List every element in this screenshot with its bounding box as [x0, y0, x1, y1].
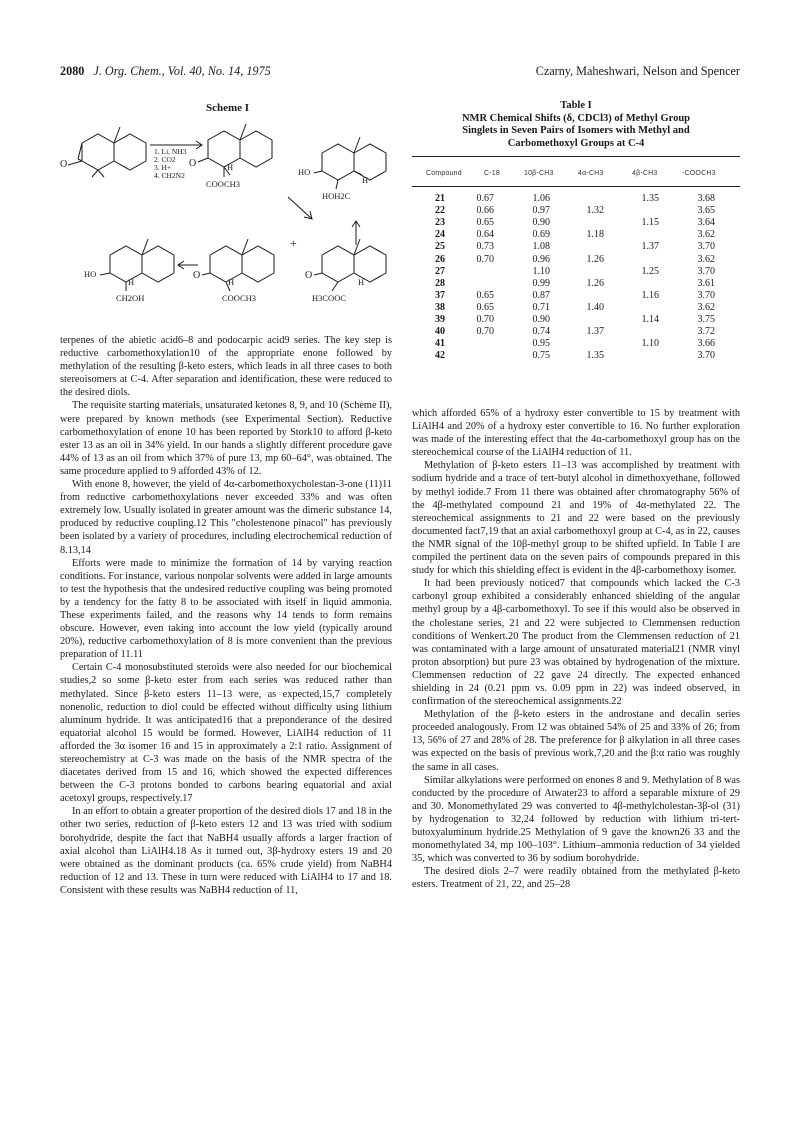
col-header-4a-ch3: 4α-CH3: [578, 170, 604, 177]
cell-10b-ch3: 0.75: [532, 350, 550, 362]
label-h-2: H: [227, 162, 234, 172]
table-row: [412, 193, 740, 205]
structure-enone: [68, 127, 146, 177]
table-title-line-3: Carbomethoxyl Groups at C-4: [507, 137, 645, 149]
label-h3cooc-6: H3COOC: [312, 293, 347, 303]
cell-cooch3: 3.62: [697, 229, 715, 241]
col-header-4b-ch3: 4β-CH3: [632, 170, 658, 177]
label-h-6: H: [358, 277, 365, 287]
cell-4b-ch3: 1.16: [641, 289, 659, 301]
label-plus: +: [290, 236, 297, 250]
scheme-title: Scheme I: [206, 102, 250, 114]
cell-4b-ch3: 1.37: [641, 241, 659, 253]
label-h-4: H: [128, 277, 135, 287]
table-row: [412, 350, 740, 362]
cell-10b-ch3: 0.69: [532, 229, 550, 241]
cell-compound: 26: [435, 253, 445, 265]
label-h-5: H: [228, 277, 235, 287]
cell-compound: 22: [435, 205, 445, 217]
left-text-column: [60, 334, 392, 897]
cell-cooch3: 3.61: [697, 277, 715, 289]
cell-cooch3: 3.75: [697, 314, 715, 325]
col-header-compound: Compound: [426, 170, 462, 177]
cell-10b-ch3: 0.71: [532, 301, 550, 313]
label-cooch3-2: COOCH3: [206, 179, 241, 189]
reaction-scheme: [60, 115, 392, 320]
table-row: [412, 338, 740, 350]
cell-10b-ch3: 1.08: [532, 241, 550, 253]
cell-cooch3: 3.68: [697, 193, 715, 204]
cell-compound: 25: [435, 241, 445, 253]
col-header-c18: C-18: [484, 170, 500, 177]
running-header: [60, 64, 740, 82]
cell-compound: 27: [435, 265, 445, 277]
cell-10b-ch3: 0.96: [532, 253, 550, 265]
table-row: [412, 241, 740, 253]
cell-10b-ch3: 0.95: [532, 338, 550, 350]
table-row: [412, 314, 740, 326]
cell-c18: 0.70: [476, 253, 494, 265]
reagent-1: 1. Li, NH3: [154, 147, 187, 156]
table-title-line-1: NMR Chemical Shifts (δ, CDCl3) of Methyl Group: [461, 112, 691, 124]
table-caption: [412, 100, 740, 150]
paragraph: It had been previously noticed7 that compounds which lacked the C-3 carbonyl group exhibited a considerably enhanced shielding of the angular methyl group by a 4β-carbomethoxyl. To see if this would also be observed in the cholestane series, 21 and 22 were subjected to Clemmensen reduction conditions of Wenkert.20 The product from the Clemmensen reduction of 21 was contaminated with a large amount of unsaturated material21 (NMR vinyl proton absorption) but pure 23 was obtained by hydrogenation of the mixture. Clemmensen reduction of 22 gave 24 directly. The expected enhanced shielding in 24 (0.21 ppm vs. 0.09 ppm in 22) was indeed observed, in confirmation of the stereochemical assignments.22: [412, 578, 740, 708]
cell-4a-ch3: 1.26: [586, 253, 604, 265]
reagent-2: 2. CO2: [154, 155, 176, 164]
table-row: [412, 205, 740, 217]
cell-4b-ch3: 1.35: [641, 193, 659, 204]
paragraph: In an effort to obtain a greater proportion of the desired diols 17 and 18 in the other two series, reduction of β-keto esters 12 and 13 was tried with sodium borohydride, despite the fact that NaBH4 usually affords a larger fraction of axial alcohol than LiAlH4.18 As it turned out, 3β-hydroxy esters 19 and 20 were obtained as the dominant products (ca. 65% crude yield) from NaBH4 reduction of 12 and 13. These in turn were reduced with LiAlH4 to 17 and 18. Consistent with these results was NaBH4 reduction of 11,: [60, 806, 392, 896]
label-o-1: O: [60, 159, 68, 170]
cell-c18: 0.65: [476, 289, 494, 301]
table-row: [412, 254, 740, 266]
paragraph: The requisite starting materials, unsaturated ketones 8, 9, and 10 (Scheme II), were prepared by known methods (see Experimental Section). Reductive carbomethoxylation of enone 10 has been reported by Stork10 to afford β-keto ester 13 as an oil in 34% yield. In our hands a slightly different procedure gave 44% of 13 as an oil from which 37% of pure 13, mp 60–64°, was obtained. The same procedure applied to 9 afforded 43% of 12.: [60, 400, 392, 477]
label-o-6: O: [305, 270, 313, 281]
cell-c18: 0.65: [476, 301, 494, 313]
paragraph: Methylation of β-keto esters 11–13 was accomplished by treatment with sodium hydride and a trace of tert-butyl alcohol in dimethoxyethane, followed by methyl iodide.7 From 11 there was obtained after chromatography 56% of the 4β-methylated compound 21 and 19% of 4α-methylated 22. The stereochemical assignments to 21 and 22 were based on the previously documented fact7,19 that an axial carbomethoxyl group at C-4, as in 22, causes the NMR signal of the 10β-methyl group to be shifted upfield. In Table I are compiled the pertinent data on the seven pairs of compounds prepared in this study for which this shielding effect is evident in the 4β-carbomethoxy isomer.: [412, 460, 740, 577]
cell-10b-ch3: 1.10: [532, 265, 550, 277]
paragraph: Similar alkylations were performed on enones 8 and 9. Methylation of 8 was conducted by the procedure of Atwater23 to afford a separable mixture of 29 and 30. Monomethylated 29 was converted to 4β-methylcholestan-3β-ol (31) by hydrogenation to 32,24 followed by reduction with lithium tri-tert-butoxyaluminum hydride.25 Methylation of 9 gave the known26 33 and the monomethylated 34, mp 100–103°. Lithium–ammonia reduction of 34 yielded 35, which was converted to 36 by sodium borohydride.: [412, 774, 740, 865]
label-o-2: O: [189, 158, 197, 169]
cell-10b-ch3: 0.99: [532, 277, 550, 289]
author-line: Czarny, Maheshwari, Nelson and Spencer: [535, 64, 740, 78]
structure-keto-ester-bottom: [202, 239, 274, 291]
cell-4a-ch3: 1.18: [586, 229, 604, 241]
structure-keto-ester: [198, 124, 272, 177]
table-row: [412, 229, 740, 241]
label-o-5: O: [193, 270, 201, 281]
cell-cooch3: 3.72: [697, 326, 715, 338]
structure-keto-ester-epimer: [314, 239, 386, 291]
cell-compound: 28: [435, 277, 445, 289]
cell-10b-ch3: 1.06: [532, 193, 550, 204]
cell-10b-ch3: 0.90: [532, 217, 550, 229]
table-row: [412, 266, 740, 278]
paragraph: Certain C-4 monosubstituted steroids were also needed for our biochemical studies,2 so some β-keto ester from each series was reduced rather than methylated. Since β-keto esters 11–13 were, as expected,15,7 completely nonenolic, reduction to diol could be effected without difficulty using lithium aluminum hydride. It was anticipated16 that a preponderance of the desired equatorial alcohol 15 would be formed. However, LiAlH4 reduction of 11 afforded the 3α isomer 16 and 15 in approximately a 2:1 ratio. Assignment of stereochemistry at C-3 was made on the basis of the NMR spectra of the diacetates derived from 15 and 16, which showed the expected differences between the C-3 protons bonded to carbons bearing equatorial and axial acetoxyl groups, respectively.17: [60, 662, 392, 805]
cell-10b-ch3: 0.97: [532, 205, 550, 217]
col-header-10b-ch3: 10β-CH3: [524, 170, 554, 177]
cell-cooch3: 3.70: [697, 289, 715, 301]
paragraph: With enone 8, however, the yield of 4α-carbomethoxycholestan-3-one (11)11 from reductive carbomethoxylations never exceeded 33% and was often extremely low. Usually isolated in greater amount was the dimeric substance 14, produced by reductive coupling.12 This "cholestenone pinacol" has previously been isolated by a variety of procedures, including electrochemical reduction of 8.13,14: [60, 479, 392, 556]
structure-diol-top: [314, 137, 386, 189]
paragraph: The desired diols 2–7 were readily obtained from the methylated β-keto esters. Treatment of 21, 22, and 25–28: [412, 866, 740, 891]
right-text-column: [412, 407, 740, 891]
label-ho-3: HO: [298, 167, 311, 177]
cell-cooch3: 3.70: [697, 350, 715, 362]
cell-4a-ch3: 1.26: [586, 277, 604, 289]
cell-compound: 24: [435, 229, 445, 241]
table-header-rule: [412, 186, 740, 187]
paragraph: terpenes of the abietic acid6–8 and podocarpic acid9 series. The key step is reductive carbomethoxylation10 of the appropriate enone followed by methylation of the resulting β-keto esters, which leads in all three cases to both stereoisomers at C-4. After separation and identification, these were reduced to the desired diols.: [60, 335, 392, 399]
cell-cooch3: 3.70: [697, 265, 715, 277]
page-number: 2080: [60, 64, 85, 78]
cell-compound: 42: [435, 350, 445, 362]
cell-10b-ch3: 0.90: [532, 314, 550, 325]
cell-c18: 0.66: [476, 205, 494, 217]
table-label: Table I: [560, 100, 592, 111]
table-title-line-2: Singlets in Seven Pairs of Isomers with Methyl and: [462, 125, 690, 136]
table-row: [412, 326, 740, 338]
cell-compound: 39: [435, 314, 445, 325]
cell-c18: 0.65: [476, 217, 494, 229]
label-ch2oh-4: CH2OH: [116, 293, 145, 303]
cell-compound: 23: [435, 217, 445, 229]
cell-4a-ch3: 1.37: [586, 326, 604, 338]
cell-compound: 21: [435, 193, 445, 204]
table-top-rule: [412, 156, 740, 157]
cell-10b-ch3: 0.74: [532, 326, 550, 338]
cell-cooch3: 3.66: [697, 338, 715, 350]
label-cooch3-5: COOCH3: [222, 293, 257, 303]
cell-c18: 0.73: [476, 241, 494, 253]
cell-cooch3: 3.65: [697, 205, 715, 217]
cell-cooch3: 3.70: [697, 241, 715, 253]
cell-c18: 0.67: [476, 193, 494, 204]
cell-4b-ch3: 1.15: [641, 217, 659, 229]
paragraph: Methylation of the β-keto esters in the androstane and decalin series proceeded analogously. From 12 was obtained 54% of 25 and 33% of 26; from 13, 56% of 27 and 28% of 28. The preference for β alkylation in all three cases was expected on the basis of previous work,7,20 and the β:α ratio was roughly the same in all cases.: [412, 709, 740, 773]
label-ho-4: HO: [84, 269, 97, 279]
cell-compound: 37: [435, 289, 445, 301]
cell-compound: 40: [435, 326, 445, 338]
label-hoh2c-3: HOH2C: [322, 191, 351, 201]
paragraph: which afforded 65% of a hydroxy ester convertible to 15 by treatment with LiAlH4 and 20% of a hydroxy ester convertible to 16. No further exploration was made of the interesting effect that the 4α-carbomethoxyl group has on the stereochemical course of the LiAlH4 reduction of 11.: [412, 408, 740, 459]
table-row: [412, 217, 740, 229]
label-h-3: H: [362, 175, 369, 185]
table-row: [412, 278, 740, 290]
cell-10b-ch3: 0.87: [532, 289, 550, 301]
reagent-4: 4. CH2N2: [154, 171, 185, 180]
cell-4a-ch3: 1.35: [586, 350, 604, 362]
cell-c18: 0.70: [476, 314, 494, 325]
cell-4a-ch3: 1.32: [586, 205, 604, 217]
cell-compound: 38: [435, 301, 445, 313]
table-row: [412, 302, 740, 314]
cell-cooch3: 3.62: [697, 301, 715, 313]
cell-4b-ch3: 1.14: [641, 314, 659, 325]
journal-citation: J. Org. Chem., Vol. 40, No. 14, 1975: [93, 64, 271, 78]
paragraph: Efforts were made to minimize the formation of 14 by varying reaction conditions. For instance, various nonpolar solvents were added in large amounts to test the hypothesis that the undesired reductive coupling was being promoted by a tendency for the fatty 8 to be associated with itself in liquid ammonia. These experiments failed, and the reasons why 14 tends to form remains obscure. However, even taking into account the low yield (typically around 20%), reductive carbomethoxylation of 8 is more convenient than the previous preparation of 11.11: [60, 557, 392, 661]
reagent-3: 3. H+: [154, 163, 172, 172]
col-header-cooch3: -COOCH3: [682, 170, 716, 177]
cell-cooch3: 3.62: [697, 253, 715, 265]
cell-c18: 0.70: [476, 326, 494, 338]
header-left: [60, 64, 271, 79]
cell-4b-ch3: 1.25: [641, 265, 659, 277]
structure-diol-bottom: [100, 239, 174, 291]
cell-c18: 0.64: [476, 229, 494, 241]
cell-4a-ch3: 1.40: [586, 301, 604, 313]
table-row: [412, 290, 740, 302]
cell-cooch3: 3.64: [697, 217, 715, 229]
cell-4b-ch3: 1.10: [641, 338, 659, 350]
cell-compound: 41: [435, 338, 445, 350]
